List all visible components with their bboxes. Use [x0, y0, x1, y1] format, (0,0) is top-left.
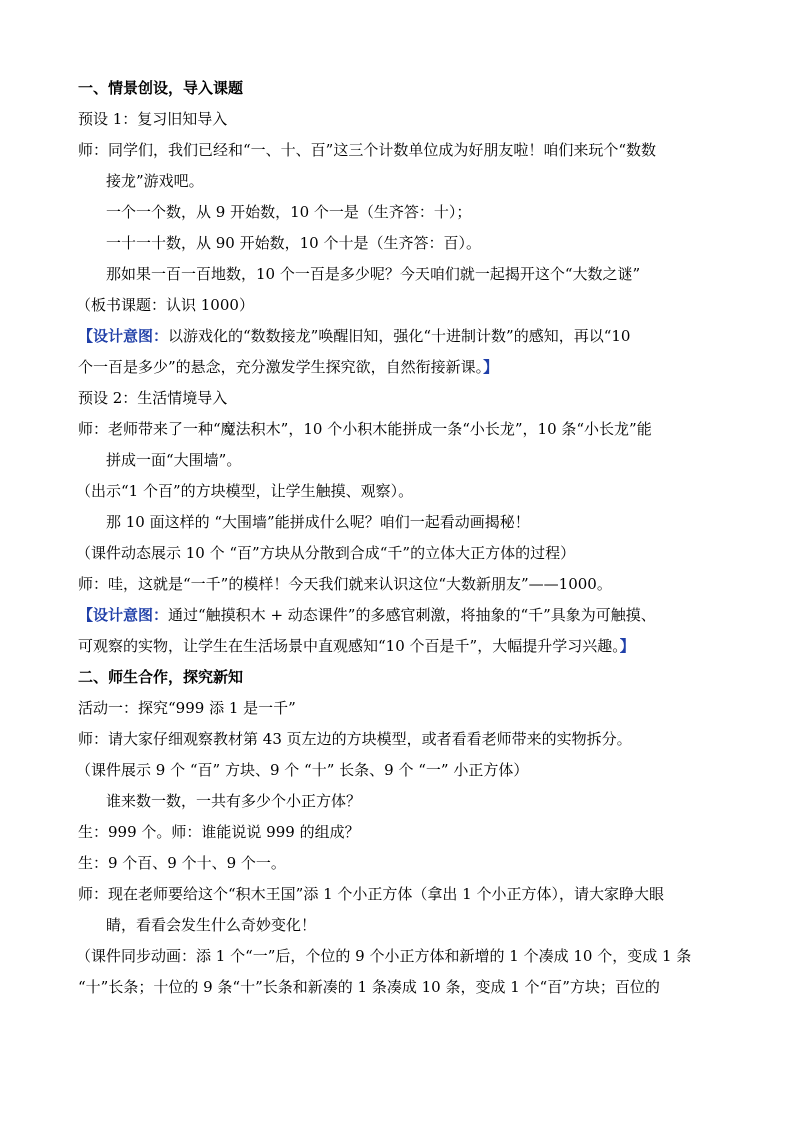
question-line-1: 那如果一百一百地数，10 个一百是多少呢？今天咱们就一起揭开这个“大数之谜” [106, 265, 641, 283]
animation-note-line-2: “十”长条；十位的 9 条“十”长条和新凑的 1 条凑成 10 条，变成 1 个“百”方块；百位的 [78, 978, 660, 996]
design-intent-close: 】 [483, 358, 499, 376]
design-intent-text: 可观察的实物，让学生在生活场景中直观感知“10 个百是千”，大幅提升学习兴趣。 [78, 637, 620, 655]
teacher-line-1b: 接龙”游戏吧。 [106, 172, 204, 190]
teacher-line-2a: 师：老师带来了一种“魔法积木”，10 个小积木能拼成一条“小长龙”，10 条“小长龙”能 [78, 420, 652, 438]
teacher-line-2b: 拼成一面“大围墙”。 [106, 451, 242, 469]
section-heading-2: 二、师生合作，探究新知 [78, 668, 244, 686]
design-intent-text: 通过“触摸积木 + 动态课件”的多感官刺激，将抽象的“千”具象为可触摸、 [168, 606, 656, 624]
design-intent-label: 【设计意图： [78, 327, 169, 345]
show-model-note: （出示“1 个百”的方块模型，让学生触摸、观察）。 [76, 482, 414, 500]
design-intent-close: 】 [619, 637, 635, 655]
teacher-line-1a: 师：同学们，我们已经和“一、十、百”这三个计数单位成为好朋友啦！咱们来玩个“数数 [78, 141, 657, 159]
student-line-1: 生：999 个。师：谁能说说 999 的组成？ [78, 823, 360, 841]
courseware-note-2: （课件展示 9 个 “百” 方块、9 个 “十” 长条、9 个 “一” 小正方体） [76, 761, 529, 779]
board-title: （板书课题：认识 1000） [76, 296, 254, 314]
teacher-line-5a: 师：现在老师要给这个“积木王国”添 1 个小正方体（拿出 1 个小正方体），请大家睁大眼 [78, 885, 664, 903]
design-intent-1-line-1 [78, 326, 630, 346]
design-intent-label: 【设计意图： [78, 606, 169, 624]
teacher-line-4: 师：请大家仔细观察教材第 43 页左边的方块模型，或者看看老师带来的实物拆分。 [78, 730, 632, 748]
activity-1-title: 活动一：探究“999 添 1 是一千” [78, 699, 296, 717]
student-line-2: 生：9 个百、9 个十、9 个一。 [78, 854, 286, 872]
teacher-line-3: 师：哇，这就是“一千”的模样！今天我们就来认识这位“大数新朋友”——1000。 [78, 575, 612, 593]
preset-1-label: 预设 1：复习旧知导入 [78, 110, 228, 128]
preset-2-label: 预设 2：生活情境导入 [78, 389, 228, 407]
question-line-2: 那 10 面这样的 “大围墙”能拼成什么呢？咱们一起看动画揭秘！ [106, 513, 530, 531]
design-intent-2-line-1 [78, 605, 656, 625]
design-intent-text: 个一百是多少”的悬念，充分激发学生探究欲，自然衔接新课。 [78, 358, 484, 376]
design-intent-text: 以游戏化的“数数接龙”唤醒旧知，强化“十进制计数”的感知，再以“10 [168, 327, 631, 345]
courseware-note-1: （课件动态展示 10 个 “百”方块从分散到合成“千”的立体大正方体的过程） [76, 544, 576, 562]
count-line-1: 一个一个数，从 9 开始数，10 个一是（生齐答：十）； [106, 203, 472, 221]
design-intent-2-line-2 [78, 636, 635, 656]
design-intent-1-line-2 [78, 357, 498, 377]
count-question: 谁来数一数，一共有多少个小正方体？ [106, 792, 362, 810]
section-heading-1: 一、情景创设，导入课题 [78, 79, 244, 97]
teacher-line-5b: 睛，看看会发生什么奇妙变化！ [106, 916, 317, 934]
count-line-2: 一十一十数，从 90 开始数，10 个十是（生齐答：百）。 [106, 234, 481, 252]
animation-note-line-1: （课件同步动画：添 1 个“一”后，个位的 9 个小正方体和新增的 1 个凑成 10 个，变成 1 条 [76, 947, 692, 965]
